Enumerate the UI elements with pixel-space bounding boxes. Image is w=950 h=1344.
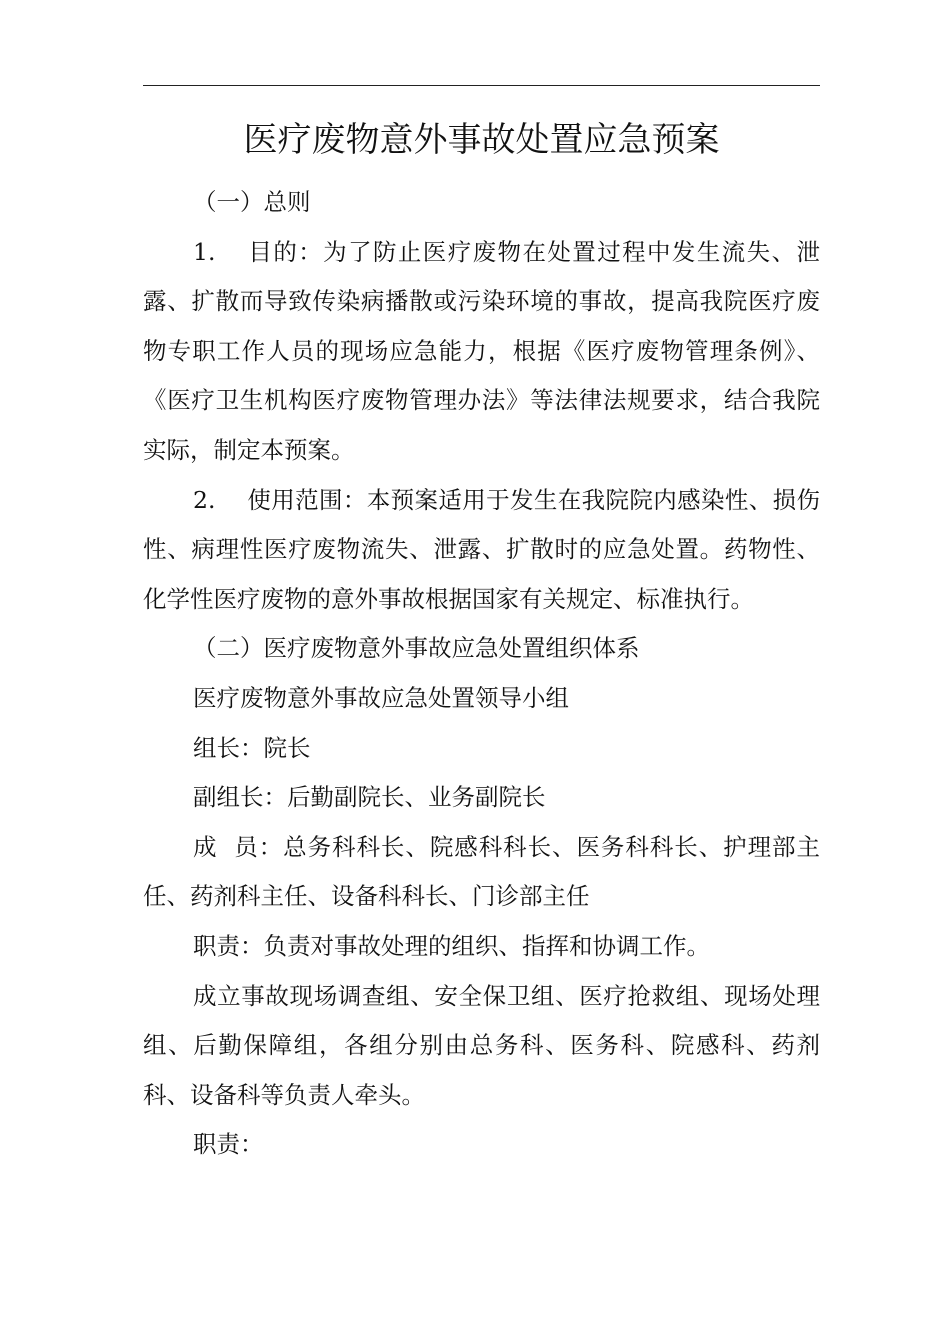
item-number: 2. bbox=[193, 485, 216, 514]
document-body bbox=[143, 178, 820, 1170]
item-number: 1. bbox=[193, 237, 216, 266]
paragraph-members: 成 员：总务科科长、院感科科长、医务科科长、护理部主任、药剂科主任、设备科科长、门诊部主任 bbox=[143, 832, 820, 911]
paragraph-group-leader: 组长：院长 bbox=[193, 733, 311, 762]
section-heading-organization: （二）医疗废物意外事故应急处置组织体系 bbox=[193, 634, 640, 663]
paragraph-purpose bbox=[143, 228, 820, 476]
paragraph-leading-group: 医疗废物意外事故应急处置领导小组 bbox=[193, 683, 569, 712]
paragraph-deputy-leader: 副组长：后勤副院长、业务副院长 bbox=[193, 783, 546, 812]
paragraph-text: 使用范围：本预案适用于发生在我院院内感染性、损伤性、病理性医疗废物流失、泄露、扩散时的应急处置。药物性、化学性医疗废物的意外事故根据国家有关规定、标准执行。 bbox=[143, 485, 820, 613]
paragraph-duties: 职责：负责对事故处理的组织、指挥和协调工作。 bbox=[193, 931, 710, 960]
paragraph-teams: 成立事故现场调查组、安全保卫组、医疗抢救组、现场处理组、后勤保障组，各组分别由总务科、医务科、院感科、药剂科、设备科等负责人牵头。 bbox=[143, 981, 820, 1109]
paragraph-duties-label: 职责： bbox=[193, 1130, 264, 1159]
paragraph-scope bbox=[143, 476, 820, 625]
document-title: 医疗废物意外事故处置应急预案 bbox=[243, 120, 720, 160]
header-rule bbox=[143, 85, 820, 86]
paragraph-text: 目的：为了防止医疗废物在处置过程中发生流失、泄露、扩散而导致传染病播散或污染环境的事故，提高我院医疗废物专职工作人员的现场应急能力，根据《医疗废物管理条例》、《医疗卫生机构医疗废物管理办法》等法律法规要求，结合我院实际，制定本预案。 bbox=[143, 237, 820, 464]
section-heading-general: （一）总则 bbox=[193, 188, 311, 216]
